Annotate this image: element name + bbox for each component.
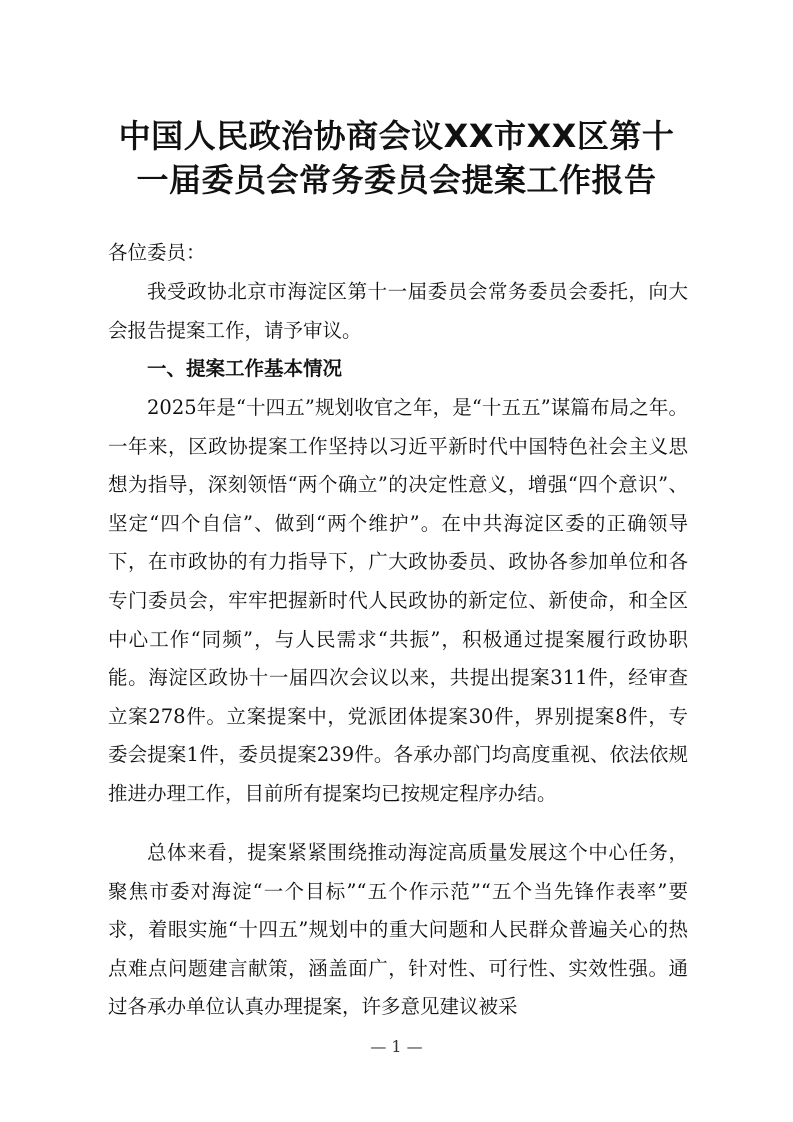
document-title-line-2: 一届委员会常务委员会提案工作报告 (136, 161, 657, 199)
section-heading: 一、提案工作基本情况 (147, 357, 343, 380)
page-number: — 1 — (370, 1037, 423, 1056)
paragraph-overview: 2025年是“十四五”规划收官之年，是“十五五”谋篇布局之年。一年来，区政协提案工作坚持以习近平新时代中国特色社会主义思想为指导，深刻领悟“两个确立”的决定性意义，增强“四个意识”、坚定“四个自信”、做到“两个维护”。在中共海淀区委的正确领导下，在市政协的有力指导下，广大政协委员、政协各参加单位和各专门委员会，牢牢把握新时代人民政协的新定位、新使命，和全区中心工作“同频”，与人民需求“共振”，积极通过提案履行政协职能。海淀区政协十一届四次会议以来，共提出提案311件，经审查立案278件。立案提案中，党派团体提案30件，界别提案8件，专委会提案1件，委员提案239件。各承办部门均高度重视、依法依规推进办理工作，目前所有提案均已按规定程序办结。 (108, 396, 688, 805)
salutation: 各位委员： (108, 241, 206, 264)
document-title-line-1: 中国人民政治协商会议XX市XX区第十 (118, 117, 675, 155)
paragraph-summary: 总体来看，提案紧紧围绕推动海淀高质量发展这个中心任务，聚焦市委对海淀“一个目标”“五个作示范”“五个当先锋作表率”要求，着眼实施“十四五”规划中的重大问题和人民群众普遍关心的热点难点问题建言献策，涵盖面广，针对性、可行性、实效性强。通过各承办单位认真办理提案，许多意见建议被采 (108, 841, 688, 1019)
paragraph-intro: 我受政协北京市海淀区第十一届委员会常务委员会委托，向大会报告提案工作，请予审议。 (108, 280, 688, 342)
